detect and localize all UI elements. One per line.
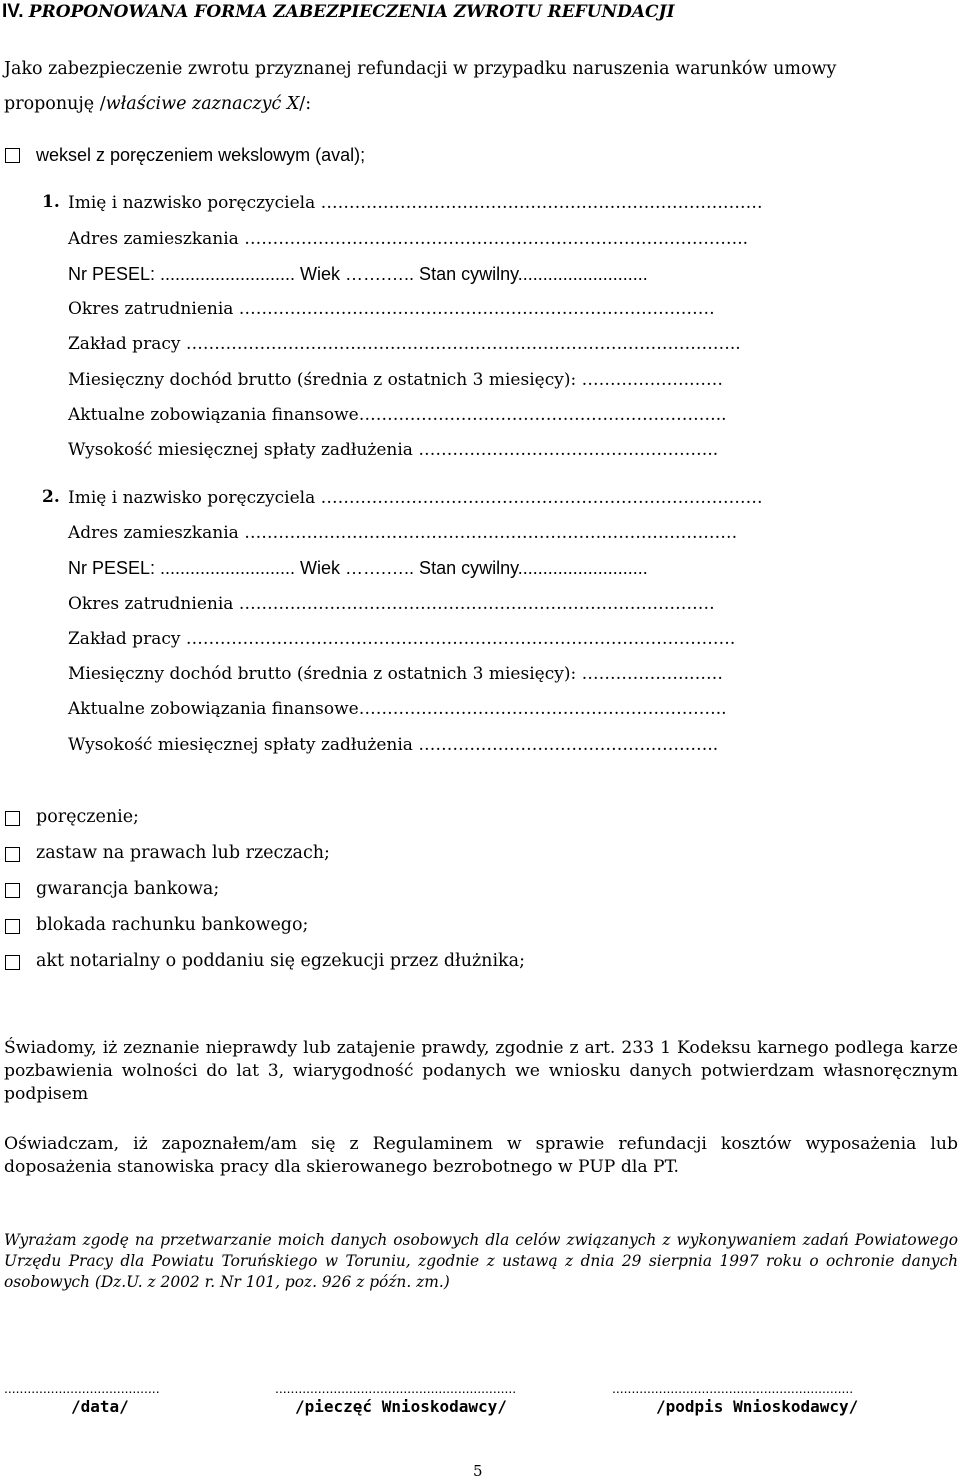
weksel-checkbox[interactable]: [5, 148, 20, 163]
option-label-zastaw: zastaw na prawach lub rzeczach;: [36, 843, 330, 863]
guarantor-2-address: Adres zamieszkania ……………………………………………………………………………: [68, 523, 738, 543]
guarantor-2-workplace: Zakład pracy …………………………………………………………………………………….: [68, 629, 736, 649]
guarantor-2-repayment: Wysokość miesięcznej spłaty zadłużenia ……………………………………………..: [68, 735, 719, 755]
section-title: PROPONOWANA FORMA ZABEZPIECZENIA ZWROTU REFUNDACJI: [28, 2, 675, 22]
page-number: 5: [473, 1462, 483, 1480]
statement-regulations: Oświadczam, iż zapoznałem/am się z Regulaminem w sprawie refundacji kosztów wyposażenia lub doposażenia stanowiska pracy dla skierowanego bezrobotnego w PUP dla PT.: [4, 1134, 958, 1177]
option-label-gwarancja: gwarancja bankowa;: [36, 879, 220, 899]
option-checkbox-zastaw[interactable]: [5, 847, 20, 862]
intro-line-2: [4, 94, 311, 114]
section-heading: [2, 1, 675, 23]
option-checkbox-poreczenie[interactable]: [5, 811, 20, 826]
stamp-label: /pieczęć Wnioskodawcy/: [295, 1397, 507, 1416]
guarantor-2-name: Imię i nazwisko poręczyciela ……………………………………………………………………: [68, 488, 763, 508]
signature-label: /podpis Wnioskodawcy/: [656, 1397, 859, 1416]
guarantor-1-repayment: Wysokość miesięcznej spłaty zadłużenia ……………………………………………..: [68, 440, 719, 460]
date-dots: ........................................: [4, 1380, 160, 1396]
guarantor-1-income: Miesięczny dochód brutto (średnia z ostatnich 3 miesięcy): ……………….……: [68, 370, 724, 390]
guarantor-2-income: Miesięczny dochód brutto (średnia z ostatnich 3 miesięcy): ……………….……: [68, 664, 724, 684]
option-checkbox-akt-notarialny[interactable]: [5, 955, 20, 970]
guarantor-2-number: 2.: [42, 487, 60, 507]
statement-truthfulness: Świadomy, iż zeznanie nieprawdy lub zatajenie prawdy, zgodnie z art. 233 1 Kodeksu karnego podlega karze pozbawienia wolności do lat 3, wiarygodność podanych we wniosku danych potwierdzam własnoręcznym podpisem: [4, 1038, 958, 1104]
option-label-akt-notarialny: akt notarialny o poddaniu się egzekucji przez dłużnika;: [36, 951, 525, 971]
guarantor-1-number: 1.: [42, 192, 60, 212]
guarantor-2-employment-period: Okres zatrudnienia …………………………………………………………………………: [68, 594, 715, 614]
data-processing-consent: Wyrażam zgodę na przetwarzanie moich danych osobowych dla celów związanych z wykonywaniem zadań Powiatowego Urzędu Pracy dla Powiatu Toruńskiego w Toruniu, zgodnie z ustawą z dnia 29 sierpnia 1997 roku o ochronie danych osobowych (Dz.U. z 2002 r. Nr 101, poz. 926 z późn. zm.): [4, 1231, 958, 1291]
option-label-poreczenie: poręczenie;: [36, 807, 139, 827]
intro-instruction: właściwe zaznaczyć X: [105, 94, 300, 114]
signature-dots: ..............................................................: [612, 1380, 854, 1396]
weksel-label: weksel z poręczeniem wekslowym (aval);: [36, 145, 366, 165]
intro-prefix: proponuję /: [4, 94, 106, 114]
date-label: /data/: [71, 1397, 129, 1416]
guarantor-2-pesel: Nr PESEL: ........................... Wiek …….….. Stan cywilny..........................: [68, 558, 648, 578]
stamp-dots: ..............................................................: [275, 1380, 517, 1396]
guarantor-1-name: Imię i nazwisko poręczyciela ……………………………………………………………………: [68, 193, 763, 213]
guarantor-1-employment-period: Okres zatrudnienia …………………………………………………………………………: [68, 299, 715, 319]
guarantor-1-pesel: Nr PESEL: ........................... Wiek …….….. Stan cywilny..........................: [68, 264, 648, 284]
option-checkbox-gwarancja[interactable]: [5, 883, 20, 898]
option-checkbox-blokada[interactable]: [5, 919, 20, 934]
guarantor-2-obligations: Aktualne zobowiązania finansowe………………………………………………………..: [68, 699, 727, 719]
guarantor-1-obligations: Aktualne zobowiązania finansowe………………………………………………………..: [68, 405, 727, 425]
intro-line-1: Jako zabezpieczenie zwrotu przyznanej refundacji w przypadku naruszenia warunków umowy: [4, 59, 837, 79]
section-numeral: IV.: [2, 1, 24, 22]
guarantor-1-workplace: Zakład pracy ……………………………………………………………………………………..: [68, 334, 741, 354]
guarantor-1-address: Adres zamieszkania ……………………………………………………………………………..: [68, 229, 749, 249]
option-label-blokada: blokada rachunku bankowego;: [36, 915, 309, 935]
intro-suffix: /:: [299, 94, 312, 114]
